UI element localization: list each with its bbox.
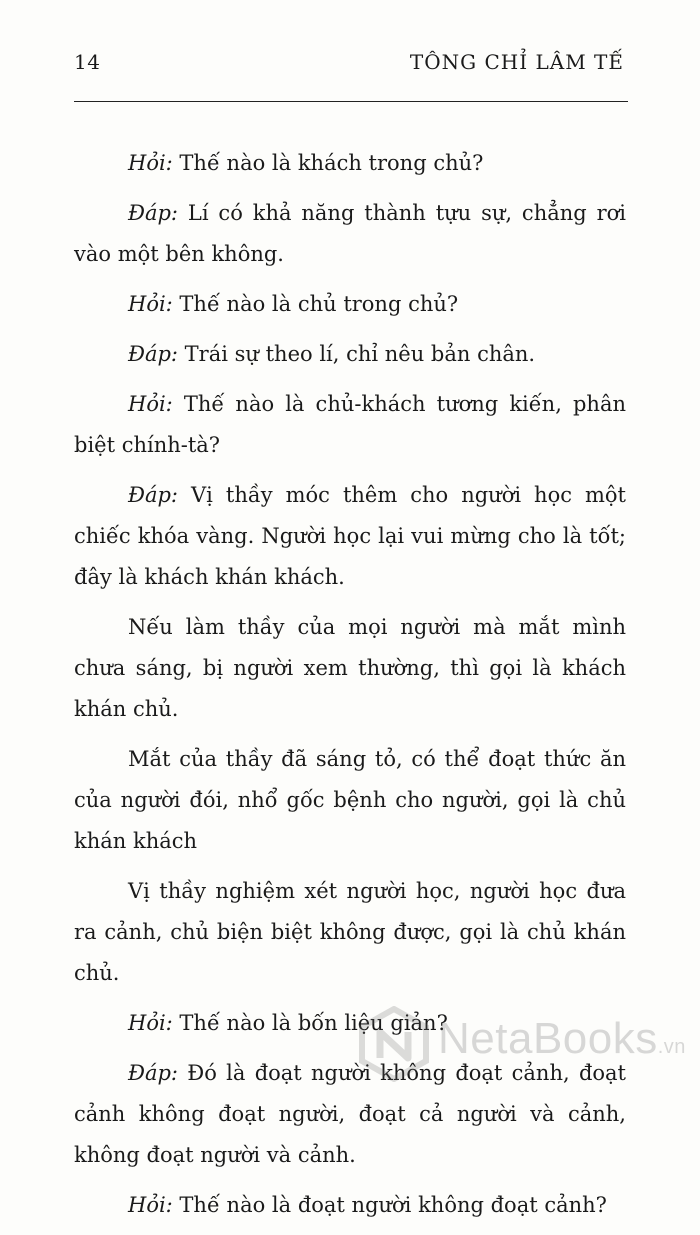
- watermark: [356, 1000, 686, 1090]
- paragraph: [74, 871, 626, 994]
- paragraph: [74, 475, 626, 598]
- speaker-label: Đáp:: [128, 1061, 178, 1085]
- header-rule: [74, 101, 628, 102]
- paragraph: [74, 284, 626, 325]
- paragraph-text: Vị thầy nghiệm xét người học, người học đưa ra cảnh, chủ biện biệt không được, gọi là chủ khán chủ.: [74, 879, 626, 985]
- speaker-label: Đáp:: [128, 342, 178, 366]
- speaker-label: Hỏi:: [128, 392, 173, 416]
- paragraph-text: Thế nào là khách trong chủ?: [172, 151, 484, 175]
- watermark-brand: NetaBooks.vn: [438, 1014, 686, 1063]
- paragraph: [74, 739, 626, 862]
- running-head: TÔNG CHỈ LÂM TẾ: [409, 50, 624, 74]
- paragraph-text: Thế nào là chủ-khách tương kiến, phân biệt chính-tà?: [74, 392, 626, 457]
- paragraph-text: Nếu làm thầy của mọi người mà mắt mình chưa sáng, bị người xem thường, thì gọi là khách khán chủ.: [74, 615, 626, 721]
- paragraph: [74, 384, 626, 466]
- speaker-label: Đáp:: [128, 483, 178, 507]
- paragraph: [74, 143, 626, 184]
- paragraph: [74, 193, 626, 275]
- paragraph-text: Lí có khả năng thành tựu sự, chẳng rơi vào một bên không.: [74, 201, 626, 266]
- paragraph-text: Thế nào là bốn liệu giản?: [172, 1011, 448, 1035]
- paragraph-text: Đó là đoạt người không đoạt cảnh, đoạt cảnh không đoạt người, đoạt cả người và cảnh, không đoạt người và cảnh.: [74, 1061, 626, 1167]
- paragraph-text: Mắt của thầy đã sáng tỏ, có thể đoạt thức ăn của người đói, nhổ gốc bệnh cho người, gọi là chủ khán khách: [74, 747, 626, 853]
- speaker-label: Đáp:: [128, 201, 178, 225]
- speaker-label: Hỏi:: [128, 1193, 173, 1217]
- paragraph-text: Thế nào là chủ trong chủ?: [172, 292, 459, 316]
- speaker-label: Hỏi:: [128, 292, 173, 316]
- speaker-label: Hỏi:: [128, 151, 173, 175]
- watermark-suffix: .vn: [657, 1036, 686, 1058]
- page-number: 14: [74, 50, 101, 74]
- paragraph: [74, 1185, 626, 1226]
- netabooks-logo-icon: [356, 1006, 432, 1082]
- paragraph: [74, 334, 626, 375]
- page-header: [74, 44, 624, 78]
- paragraph-text: Trái sự theo lí, chỉ nêu bản chân.: [178, 342, 536, 366]
- paragraph-text: Vị thầy móc thêm cho người học một chiếc khóa vàng. Người học lại vui mừng cho là tốt; đây là khách khán khách.: [74, 483, 626, 589]
- paragraph-text: Thế nào là đoạt người không đoạt cảnh?: [172, 1193, 607, 1217]
- speaker-label: Hỏi:: [128, 1011, 173, 1035]
- paragraph: [74, 607, 626, 730]
